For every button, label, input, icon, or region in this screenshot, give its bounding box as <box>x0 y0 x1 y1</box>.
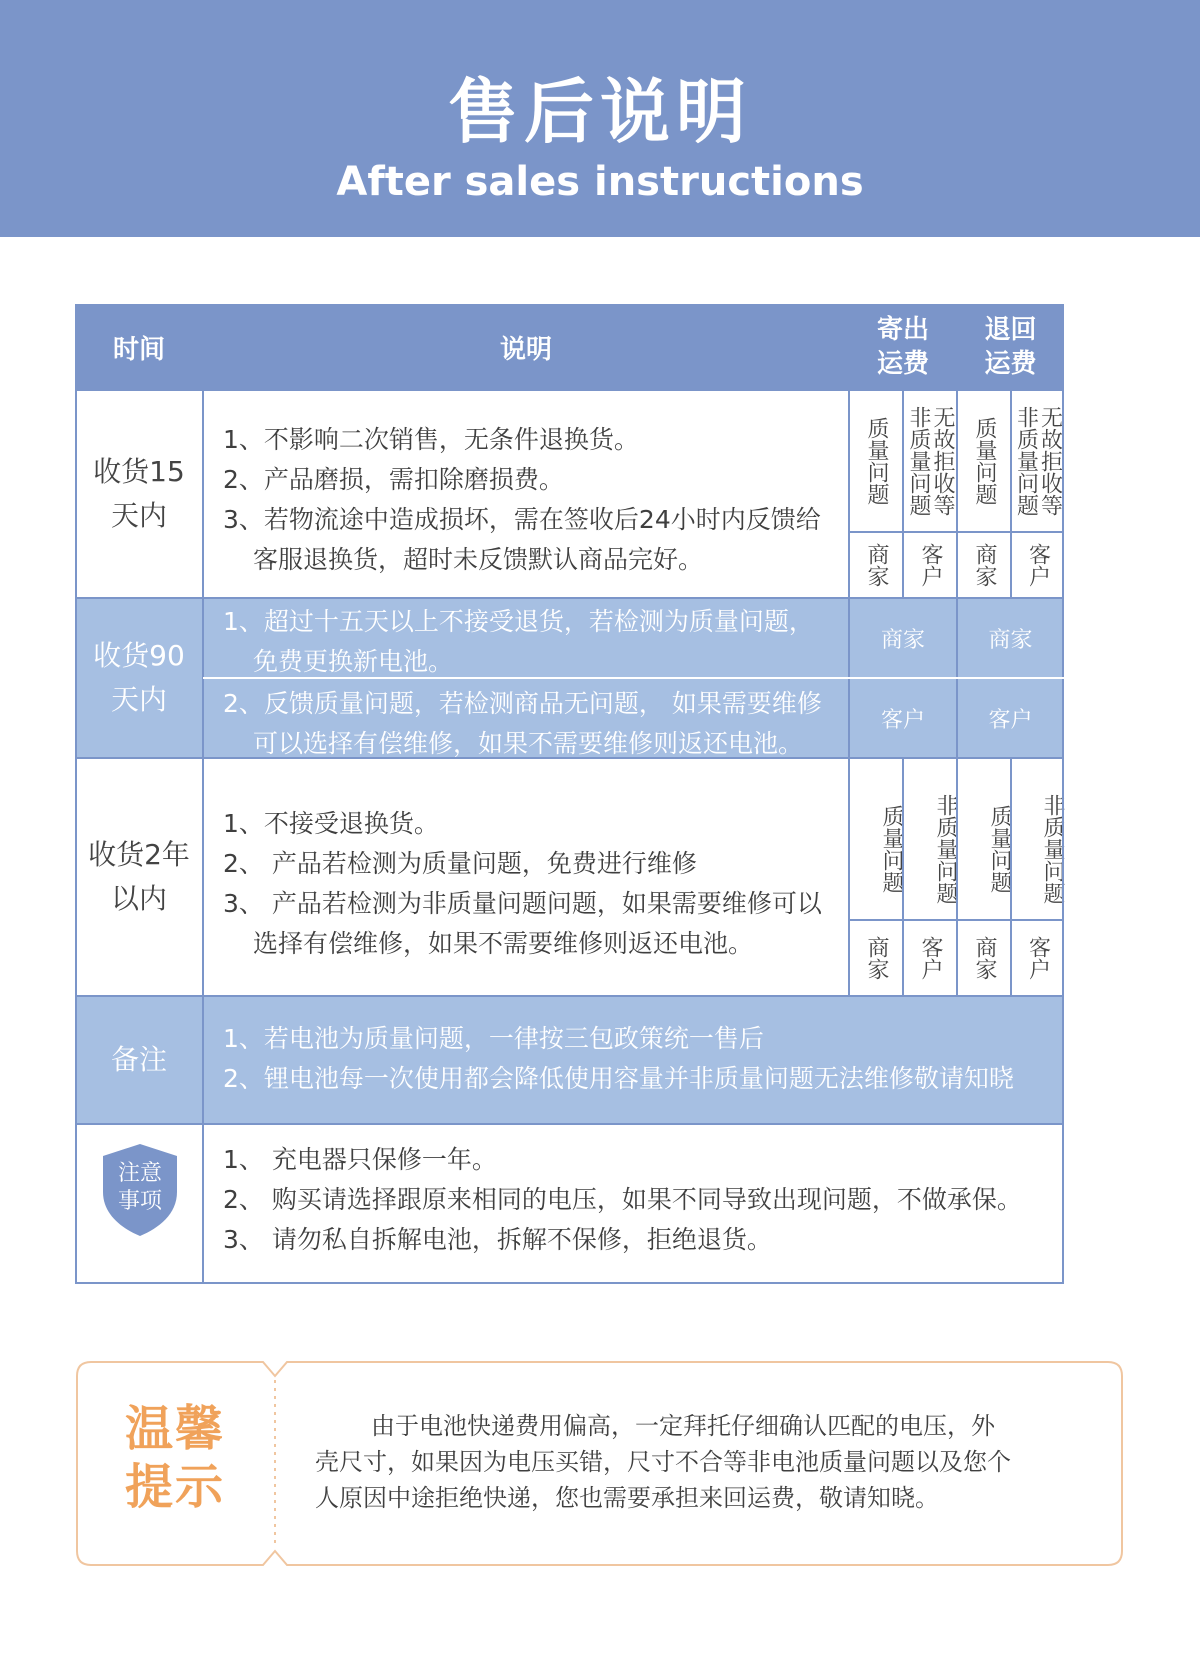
header-banner <box>0 0 1200 237</box>
row1-sub-nonquality-back: 非质量问题 无故拒收等 <box>1013 406 1063 516</box>
row3-payer-3: 商家 <box>972 936 997 980</box>
row3-sub-4: 非质量问题 <box>1040 794 1065 904</box>
table-grid-lines <box>75 304 1064 1284</box>
row2-payer-back-a: 商家 <box>988 627 1033 653</box>
row2-desc-a: 1、超过十五天以上不接受退货，若检测为质量问题，免费更换新电池。 <box>223 607 814 676</box>
row3-item-1: 1、不接受退换货。 <box>223 809 439 838</box>
row1-sub-nonquality-out: 非质量问题 无故拒收等 <box>906 406 955 516</box>
col-header-desc: 说明 <box>203 304 849 390</box>
row1-time: 收货15天内 <box>93 455 185 532</box>
row1-item-2: 2、产品磨损，需扣除磨损费。 <box>223 465 564 494</box>
page-subtitle: After sales instructions <box>336 159 864 205</box>
col-header-ship-back: 退回运费 <box>957 304 1064 390</box>
remarks-item-1: 1、若电池为质量问题，一律按三包政策统一售后 <box>223 1024 764 1053</box>
page-title: 售后说明 <box>448 71 752 153</box>
row3-sub-2: 非质量问题 <box>933 794 958 904</box>
notice-item-1: 1、 充电器只保修一年。 <box>223 1145 497 1174</box>
row1-item-3: 3、若物流途中造成损坏，需在签收后24小时内反馈给客服退换货，超时未反馈默认商品完好。 <box>223 505 821 574</box>
row2-payer-out-a: 商家 <box>880 627 925 653</box>
after-sales-table <box>75 304 1124 1341</box>
row3-payer-1: 商家 <box>864 936 889 980</box>
row2-payer-back-b: 客户 <box>988 707 1033 733</box>
row1-payer-3: 商家 <box>972 543 997 587</box>
row1-sub-quality-back: 质量问题 <box>972 417 997 505</box>
remarks-item-2: 2、锂电池每一次使用都会降低使用容量并非质量问题无法维修敬请知晓 <box>223 1064 1014 1093</box>
row1-item-1: 1、不影响二次销售，无条件退换货。 <box>223 425 639 454</box>
row3-item-2: 2、 产品若检测为质量问题，免费进行维修 <box>223 849 697 878</box>
row3-payer-4: 客户 <box>1025 936 1051 980</box>
notice-badge: 注意事项 <box>117 1161 162 1214</box>
notice-item-3: 3、 请勿私自拆解电池，拆解不保修，拒绝退货。 <box>223 1225 772 1254</box>
row1-sub-quality-out: 质量问题 <box>864 417 889 505</box>
warm-tip-coupon <box>75 1360 1124 1567</box>
row3-sub-1: 质量问题 <box>879 805 904 893</box>
row2-payer-out-b: 客户 <box>880 707 925 733</box>
row1-payer-4: 客户 <box>1025 543 1051 587</box>
row1-payer-2: 客户 <box>918 543 943 587</box>
row3-sub-3: 质量问题 <box>987 805 1012 893</box>
row3-item-3: 3、 产品若检测为非质量问题问题，如果需要维修可以选择有偿维修，如果不需要维修则返还电池。 <box>223 889 822 958</box>
row2-desc-b: 2、反馈质量问题，若检测商品无问题， 如果需要维修可以选择有偿维修，如果不需要维修则返还电池。 <box>223 689 822 758</box>
notice-item-2: 2、 购买请选择跟原来相同的电压，如果不同导致出现问题，不做承保。 <box>223 1185 1022 1214</box>
warm-tip-title: 温馨提示 <box>125 1401 226 1515</box>
row3-time: 收货2年以内 <box>88 838 190 915</box>
col-header-ship-out: 寄出运费 <box>849 304 957 390</box>
warm-tip-text: 由于电池快递费用偏高，一定拜托仔细确认匹配的电压，外壳尺寸，如果因为电压买错，尺寸不合等非电池质量问题以及您个人原因中途拒绝快递，您也需要承担来回运费，敬请知晓。 <box>315 1412 1011 1512</box>
row1-payer-1: 商家 <box>864 543 889 587</box>
row2-time: 收货90天内 <box>93 639 185 716</box>
col-header-time: 时间 <box>75 304 203 390</box>
remarks-label: 备注 <box>110 1043 167 1076</box>
row3-payer-2: 客户 <box>918 936 943 980</box>
